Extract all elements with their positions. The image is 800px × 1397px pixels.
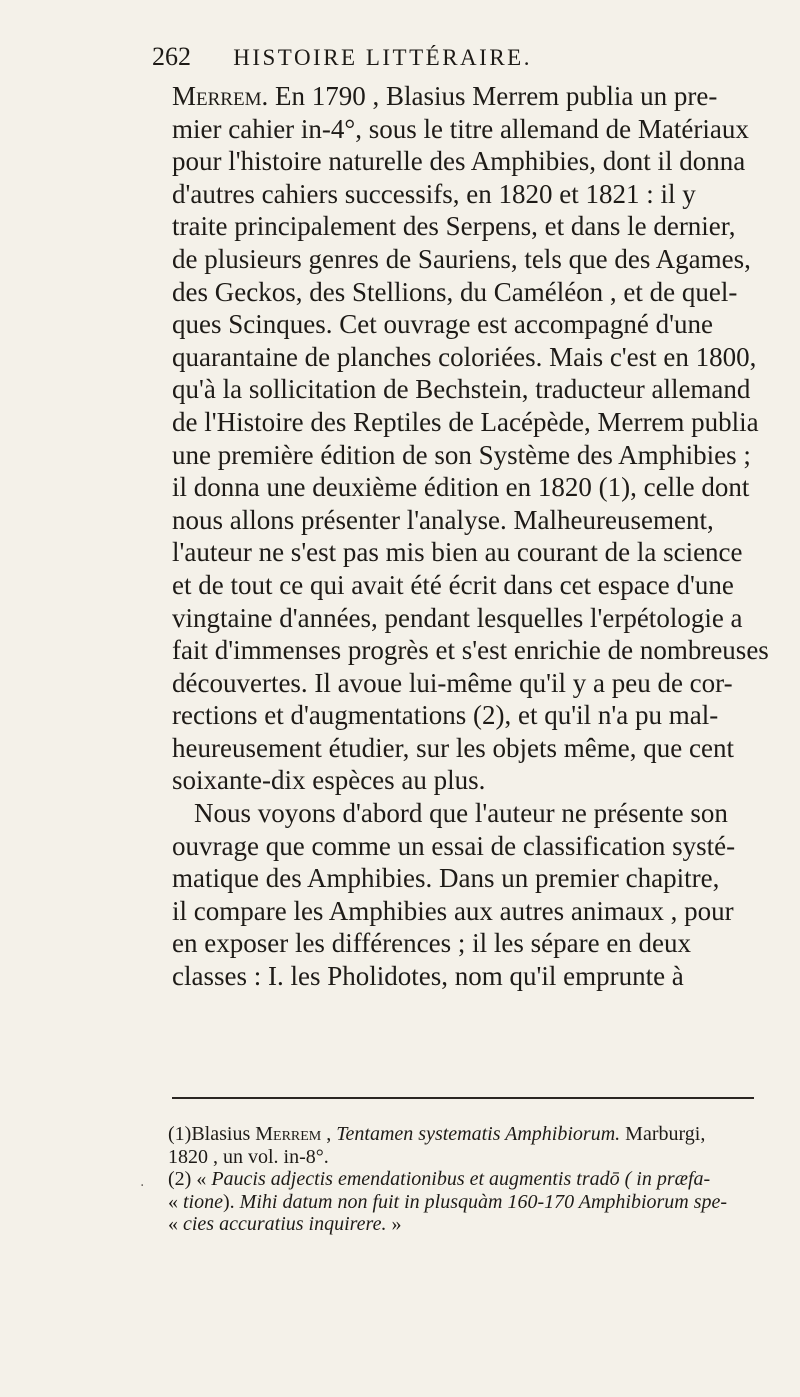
body-line	[172, 504, 766, 537]
body-line	[172, 341, 766, 374]
body-line	[172, 373, 766, 406]
body-line-text: il donna une deuxième édition en 1820 (1), celle dont	[172, 472, 750, 503]
footnote-2-line-2	[168, 1191, 768, 1214]
body-line	[172, 308, 766, 341]
body-line	[172, 764, 766, 797]
body-line	[172, 210, 766, 243]
footnote-2-text-3: cies accuratius inquirere.	[183, 1213, 387, 1235]
body-line-text: fait d'immenses progrès et s'est enrichie de nombreuses	[172, 635, 769, 666]
body-line-text: ouvrage que comme un essai de classification systé-	[172, 830, 736, 861]
footnote-2-marker: (2) «	[168, 1168, 212, 1190]
body-line-text: nous allons présenter l'analyse. Malheureusement,	[172, 504, 714, 535]
footnote-1-place: Marburgi,	[620, 1123, 706, 1145]
footnote-2-quote-2: «	[168, 1190, 183, 1213]
body-line-text: mier cahier in-4°, sous le titre allemand de Matériaux	[172, 113, 749, 144]
body-line-text: vingtaine d'années, pendant lesquelles l'erpétologie a	[172, 602, 743, 633]
body-line-text: ques Scinques. Cet ouvrage est accompagné d'une	[172, 309, 713, 340]
running-title: HISTOIRE LITTÉRAIRE.	[233, 45, 532, 70]
footnote-2-text-2mid: ).	[223, 1190, 240, 1213]
body-line	[172, 471, 766, 504]
body-line	[172, 797, 766, 830]
body-line-text: d'autres cahiers successifs, en 1820 et 1821 : il y	[172, 178, 696, 209]
body-line	[172, 699, 766, 732]
section-lead-word: Merrem.	[172, 81, 269, 111]
footnote-2-text-2b: Mihi datum non fuit in plusquàm 160-170 Amphibiorum spe-	[239, 1190, 728, 1213]
page-number: 262	[152, 42, 191, 71]
footnote-1-author-last: Merrem	[255, 1123, 322, 1145]
body-line-text: de l'Histoire des Reptiles de Lacépède, Merrem publia	[172, 406, 759, 437]
footnote-1-sep: ,	[321, 1123, 337, 1145]
running-head	[152, 42, 752, 72]
footnote-1-author-first: Blasius	[191, 1123, 256, 1145]
body-line	[172, 602, 766, 635]
body-line	[172, 536, 766, 569]
body-text	[172, 80, 769, 993]
body-line-text: qu'à la sollicitation de Bechstein, traducteur allemand	[172, 374, 751, 405]
footnote-2-line-1	[168, 1168, 768, 1191]
body-line	[172, 927, 766, 960]
body-line	[172, 243, 766, 276]
body-line-text: classes : I. les Pholidotes, nom qu'il emprunte à	[172, 961, 684, 992]
footnote-2-text-1: Paucis adjectis emendationibus et augmentis tradō ( in præfa-	[211, 1168, 711, 1190]
margin-smudge: ·	[140, 1178, 145, 1194]
body-line-text: pour l'histoire naturelle des Amphibies, dont il donna	[172, 146, 746, 177]
body-line	[172, 439, 766, 472]
body-line	[172, 895, 766, 928]
body-line-text: matique des Amphibies. Dans un premier chapitre,	[172, 863, 720, 894]
body-line	[172, 569, 766, 602]
body-line	[172, 960, 766, 993]
body-line-text: et de tout ce qui avait été écrit dans cet espace d'une	[172, 569, 734, 600]
body-line-text: une première édition de son Système des Amphibies ;	[172, 439, 751, 470]
body-line-text: soixante-dix espèces au plus.	[172, 765, 486, 796]
body-line	[172, 113, 766, 146]
body-line	[172, 276, 766, 309]
footnote-1-line-1	[168, 1123, 768, 1146]
body-line-text: il compare les Amphibies aux autres animaux , pour	[172, 895, 734, 926]
footnote-2-close-quote: »	[386, 1213, 402, 1235]
footnote-rule	[172, 1097, 754, 1099]
body-line-text: découvertes. Il avoue lui-même qu'il y a peu de cor-	[172, 667, 733, 698]
body-line-text: en exposer les différences ; il les sépare en deux	[172, 928, 692, 959]
body-line	[172, 80, 766, 113]
body-line-text: des Geckos, des Stellions, du Caméléon , et de quel-	[172, 276, 738, 307]
body-line	[172, 178, 766, 211]
body-line	[172, 634, 769, 667]
footnotes	[168, 1123, 768, 1236]
footnote-1-title: Tentamen systematis Amphibiorum.	[336, 1123, 621, 1145]
body-line-text: traite principalement des Serpens, et dans le dernier,	[172, 211, 736, 242]
body-line	[172, 830, 766, 863]
footnote-1-line-2: 1820 , un vol. in-8°.	[168, 1145, 329, 1168]
footnote-2-line-3	[168, 1213, 768, 1236]
body-line	[172, 145, 766, 178]
footnote-2-text-2a: tione	[183, 1190, 223, 1213]
body-line	[172, 862, 766, 895]
body-line	[172, 732, 766, 765]
body-line-text: quarantaine de planches coloriées. Mais c'est en 1800,	[172, 341, 757, 372]
body-line-text: heureusement étudier, sur les objets même, que cent	[172, 732, 734, 763]
body-line	[172, 406, 766, 439]
body-line-text: Nous voyons d'abord que l'auteur ne présente son	[194, 798, 728, 829]
body-line-text: l'auteur ne s'est pas mis bien au courant de la science	[172, 537, 743, 568]
body-line-text: de plusieurs genres de Sauriens, tels que des Agames,	[172, 243, 751, 274]
body-line-text: En 1790 , Blasius Merrem publia un pre-	[268, 81, 718, 111]
body-line	[172, 667, 766, 700]
footnote-2-quote-3: «	[168, 1213, 183, 1235]
footnote-1-marker: (1)	[168, 1123, 192, 1145]
body-line-text: rections et d'augmentations (2), et qu'il n'a pu mal-	[172, 700, 719, 731]
